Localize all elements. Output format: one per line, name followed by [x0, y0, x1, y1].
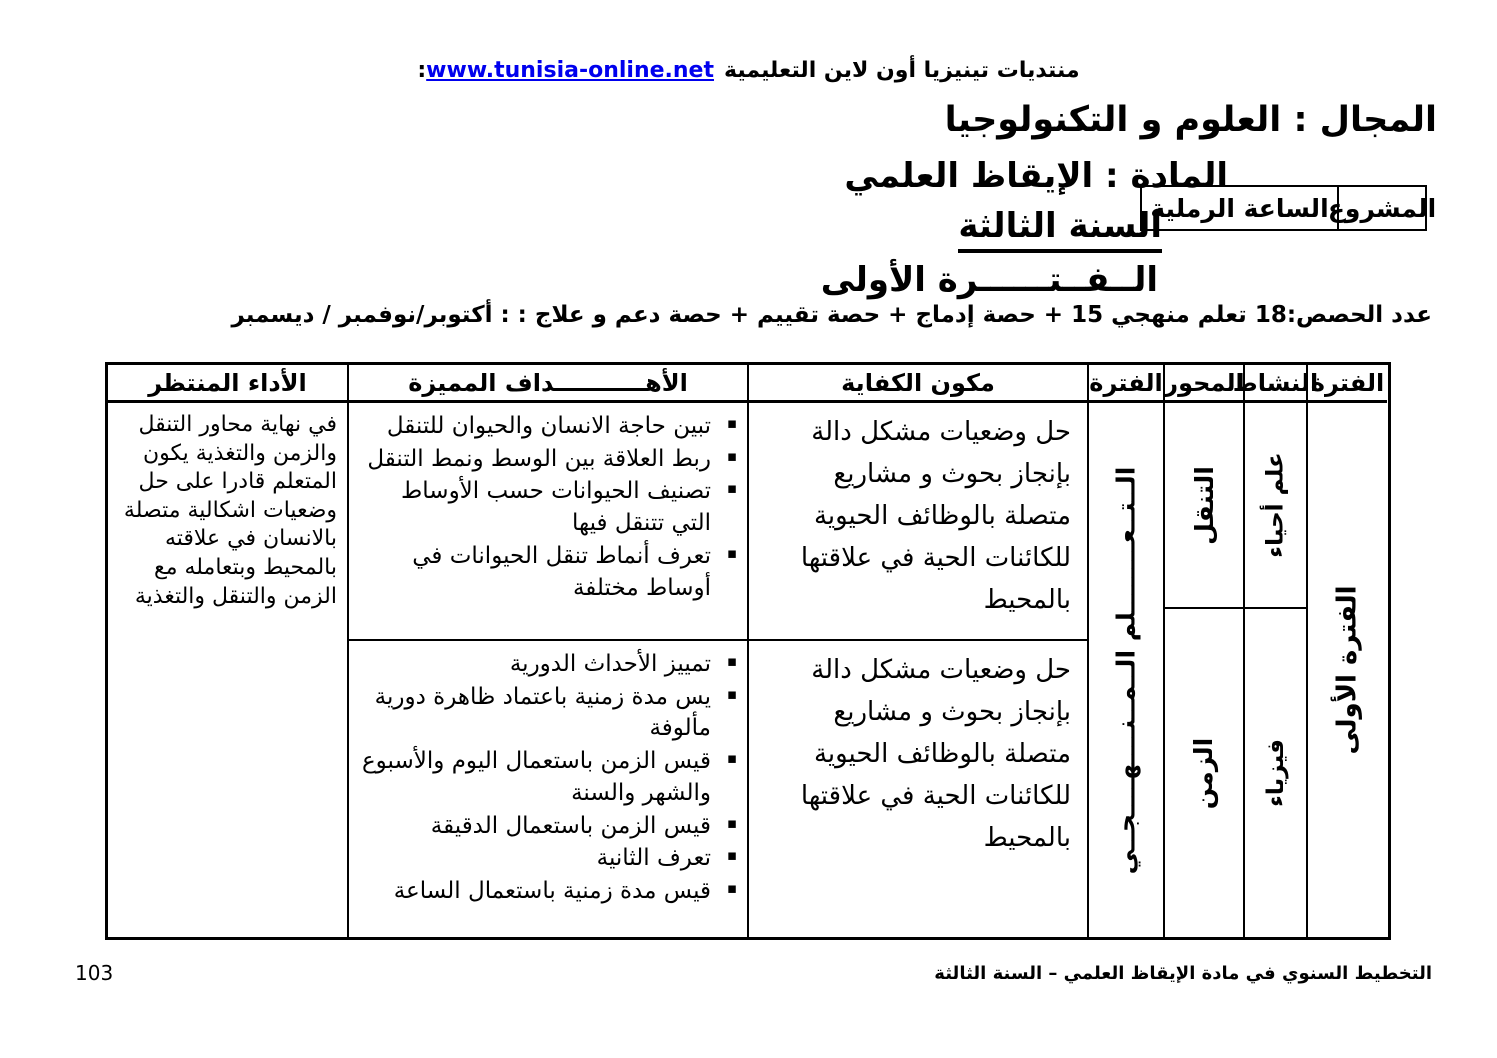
- title-subject: المادة : الإيقاظ العلمي: [844, 156, 1228, 196]
- cell-period-right: [1308, 403, 1387, 937]
- competency-text-row1: حل وضعيات مشكل دالة بإنجاز بحوث و مشاريع متصلة بالوظائف الحيوية للكائنات الحية في علاقتها بالمحيط: [800, 417, 1071, 616]
- col-performance: [108, 365, 349, 937]
- col-period-right: [1308, 365, 1387, 937]
- header-activity: النشاط: [1245, 365, 1306, 403]
- header-axis: المحور: [1165, 365, 1243, 403]
- activity-vertical-text-row1: علم أحياء: [1262, 452, 1289, 558]
- cell-objectives-row2: [349, 641, 747, 937]
- activity-vertical-text-row2: فيزياء: [1262, 739, 1289, 807]
- period-inner-vertical-text: الــتــعــــــــلم الــمــنــــهــــجــي: [1111, 466, 1141, 874]
- mini-cell-hourglass: الساعة الرملية: [1150, 193, 1329, 223]
- header-link-line: [0, 58, 1497, 83]
- planning-table: [105, 362, 1391, 940]
- axis-vertical-text-row2: الزمن: [1189, 737, 1219, 809]
- objectives-list-row2: [349, 649, 747, 908]
- cell-axis-row1: [1165, 403, 1243, 609]
- objective-item: ▪ تبين حاجة الانسان والحيوان للتنقل: [357, 411, 711, 443]
- header-link-url-group: [417, 58, 714, 83]
- cell-activity-row1: [1245, 403, 1306, 609]
- col-competency: [749, 365, 1089, 937]
- cell-competency-row1: [749, 403, 1087, 641]
- header-performance: الأداء المنتظر: [108, 365, 347, 403]
- page-number: 103: [75, 961, 114, 985]
- cell-axis-row2: [1165, 609, 1243, 937]
- cell-activity-row2: [1245, 609, 1306, 937]
- header-link-label: منتديات تينيزيا أون لاين التعليمية: [724, 58, 1080, 83]
- objective-item: ▪ ربط العلاقة بين الوسط ونمط التنقل: [357, 444, 711, 476]
- objective-item: ▪ تصنيف الحيوانات حسب الأوساط التي تتنقل فيها: [357, 476, 711, 539]
- axis-vertical-text-row1: التنقل: [1189, 465, 1219, 545]
- competency-text-row2: حل وضعيات مشكل دالة بإنجاز بحوث و مشاريع متصلة بالوظائف الحيوية للكائنات الحية في علاقتها بالمحيط: [800, 655, 1071, 854]
- objective-item: ▪ تمييز الأحداث الدورية: [357, 649, 711, 681]
- objective-item: ▪ قيس الزمن باستعمال اليوم والأسبوع والشهر والسنة: [357, 746, 711, 809]
- title-year: السنة الثالثة: [958, 206, 1162, 253]
- title-period: الــفــتــــــرة الأولى: [820, 260, 1158, 300]
- period-right-vertical-text: الفترة الأولى: [1332, 585, 1363, 755]
- col-axis: [1165, 365, 1245, 937]
- objective-item: ▪ يس مدة زمنية باعتماد ظاهرة دورية مألوفة: [357, 682, 711, 745]
- sessions-line: عدد الحصص:18 تعلم منهجي 15 + حصة إدماج + حصة تقييم + حصة دعم و علاج : : أكتوبر/نوفمبر / ديسمبر: [231, 302, 1432, 328]
- cell-objectives-row1: [349, 403, 747, 641]
- objective-item: ▪ قيس الزمن باستعمال الدقيقة: [357, 811, 711, 843]
- cell-period-inner: [1089, 403, 1163, 937]
- header-competency: مكون الكفاية: [749, 365, 1087, 403]
- header-objectives: الأهـــــــــــداف المميزة: [349, 365, 747, 403]
- col-period-inner: [1089, 365, 1165, 937]
- col-activity: [1232, 365, 1319, 937]
- col-objectives: [349, 365, 749, 937]
- cell-performance: [108, 403, 347, 937]
- project-hourglass-table: [1140, 185, 1437, 231]
- title-domain: المجال : العلوم و التكنولوجيا: [944, 100, 1437, 140]
- header-period-right: الفترة: [1308, 365, 1387, 403]
- mini-cell-project: المشروع: [1337, 187, 1425, 229]
- objective-item: ▪ تعرف الثانية: [357, 843, 711, 875]
- objectives-list-row1: [349, 411, 747, 604]
- link-colon: :: [417, 58, 427, 83]
- footer-title: التخطيط السنوي في مادة الإيقاظ العلمي – السنة الثالثة: [934, 963, 1432, 984]
- cell-competency-row2: [749, 641, 1087, 937]
- objective-item: ▪ قيس مدة زمنية باستعمال الساعة: [357, 876, 711, 908]
- header-period-inner: الفترة: [1089, 365, 1163, 403]
- tunisia-online-link[interactable]: www.tunisia-online.net: [426, 58, 714, 83]
- performance-text: في نهاية محاور التنقل والزمن والتغذية يكون المتعلم قادرا على حل وضعيات اشكالية متصلة بالانسان في علاقته بالمحيط وبتعامله مع الزمن والتنقل والتغذية: [123, 412, 337, 609]
- objective-item: ▪ تعرف أنماط تنقل الحيوانات في أوساط مختلفة: [357, 541, 711, 604]
